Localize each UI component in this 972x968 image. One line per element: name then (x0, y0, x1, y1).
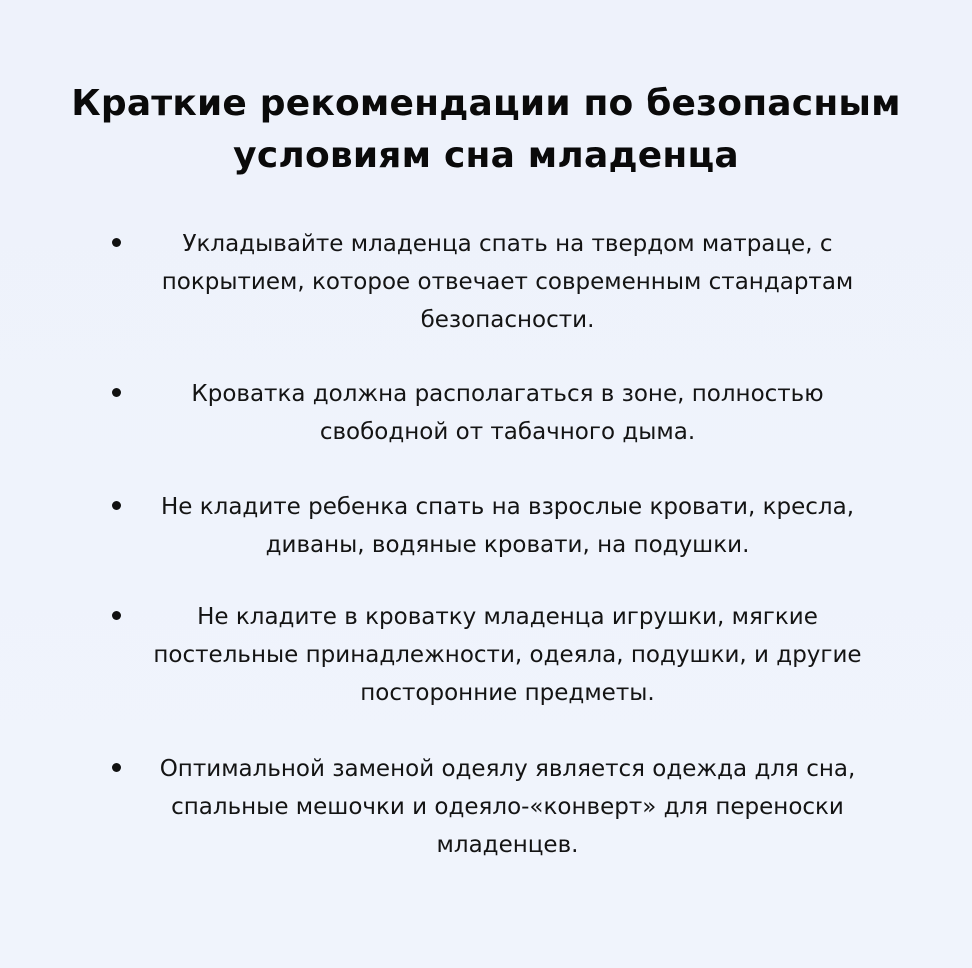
bullet-icon (112, 611, 121, 620)
recommendation-text: Кроватка должна располагаться в зоне, полностью свободной от табачного дыма. (191, 381, 824, 445)
bullet-icon (112, 763, 121, 772)
bullet-icon (112, 238, 121, 247)
recommendation-text: Укладывайте младенца спать на твердом матраце, с покрытием, которое отвечает современным стандартам безопасности. (161, 231, 854, 333)
bullet-icon (112, 388, 121, 397)
page-title: Краткие рекомендации по безопасным условиям сна младенца (71, 83, 901, 176)
recommendation-text: Не кладите ребенка спать на взрослые кровати, кресла, диваны, водяные кровати, на подушки. (160, 494, 855, 558)
recommendation-text: Не кладите в кроватку младенца игрушки, мягкие постельные принадлежности, одеяла, подушки, и другие посторонние предметы. (153, 604, 862, 706)
recommendation-text: Оптимальной заменой одеялу является одежда для сна, спальные мешочки и одеяло-«конверт» для переноски младенцев. (159, 756, 856, 858)
bullet-icon (112, 501, 121, 510)
